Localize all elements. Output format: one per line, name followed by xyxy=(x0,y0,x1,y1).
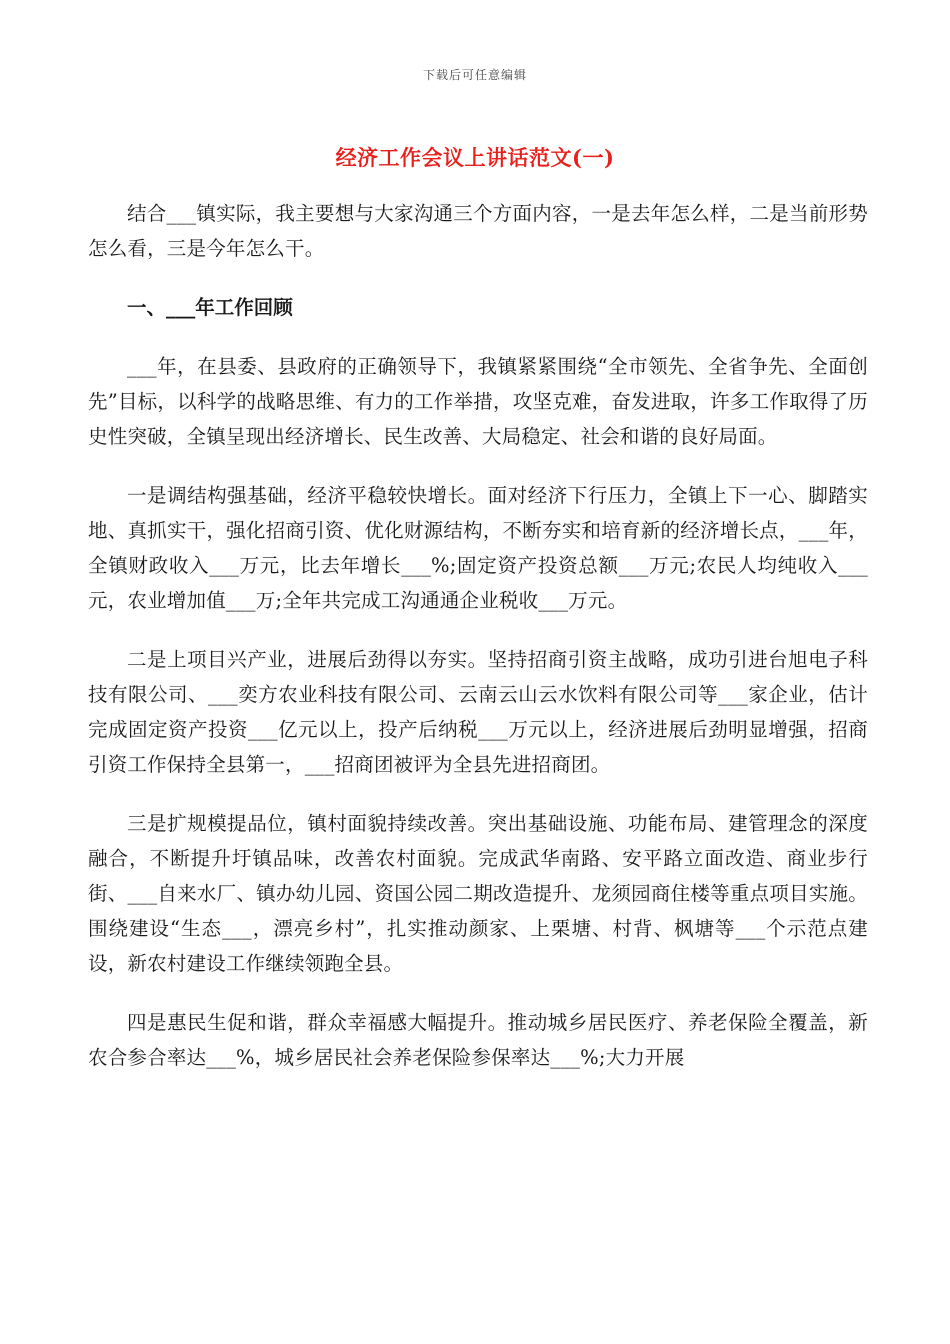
section-heading: 一、___年工作回顾 xyxy=(127,296,293,319)
paragraph: 二是上项目兴产业，进展后劲得以夯实。坚持招商引资主战略，成功引进台旭电子科技有限公司、___奕方农业科技有限公司、云南云山云水饮料有限公司等___家企业，估计完成固定资产投资___亿元以上，投产后纳税___万元以上，经济进展后劲明显增强，招商引资工作保持全县第一，___招商团被评为全县先进招商团。 xyxy=(88,648,868,776)
document-title: 经济工作会议上讲话范文(一) xyxy=(335,145,615,170)
paragraph: 一是调结构强基础，经济平稳较快增长。面对经济下行压力，全镇上下一心、脚踏实地、真抓实干，强化招商引资、优化财源结构，不断夯实和培育新的经济增长点，___年，全镇财政收入___万元，比去年增长___%;固定资产投资总额___万元;农民人均纯收入___元，农业增加值___万;全年共完成工沟通通企业税收___万元。 xyxy=(88,484,868,612)
paragraph: 四是惠民生促和谐，群众幸福感大幅提升。推动城乡居民医疗、养老保险全覆盖，新农合参合率达___%，城乡居民社会养老保险参保率达___%;大力开展 xyxy=(88,1011,868,1069)
paragraph: 三是扩规模提品位，镇村面貌持续改善。突出基础设施、功能布局、建管理念的深度融合，不断提升圩镇品味，改善农村面貌。完成武华南路、安平路立面改造、商业步行街、___自来水厂、镇办幼儿园、资国公园二期改造提升、龙须园商住楼等重点项目实施。围绕建设“生态___，漂亮乡村”，扎实推动颜家、上栗塘、村背、枫塘等___个示范点建设，新农村建设工作继续领跑全县。 xyxy=(88,812,868,975)
intro-paragraph: 结合___镇实际，我主要想与大家沟通三个方面内容，一是去年怎么样，二是当前形势怎么看，三是今年怎么干。 xyxy=(88,202,868,260)
header-note: 下载后可任意编辑 xyxy=(422,68,527,82)
paragraph: ___年，在县委、县政府的正确领导下，我镇紧紧围绕“全市领先、全省争先、全面创先”目标，以科学的战略思维、有力的工作举措，攻坚克难，奋发进取，许多工作取得了历史性突破，全镇呈现出经济增长、民生改善、大局稳定、社会和谐的良好局面。 xyxy=(88,355,868,448)
document-body xyxy=(88,196,868,1099)
